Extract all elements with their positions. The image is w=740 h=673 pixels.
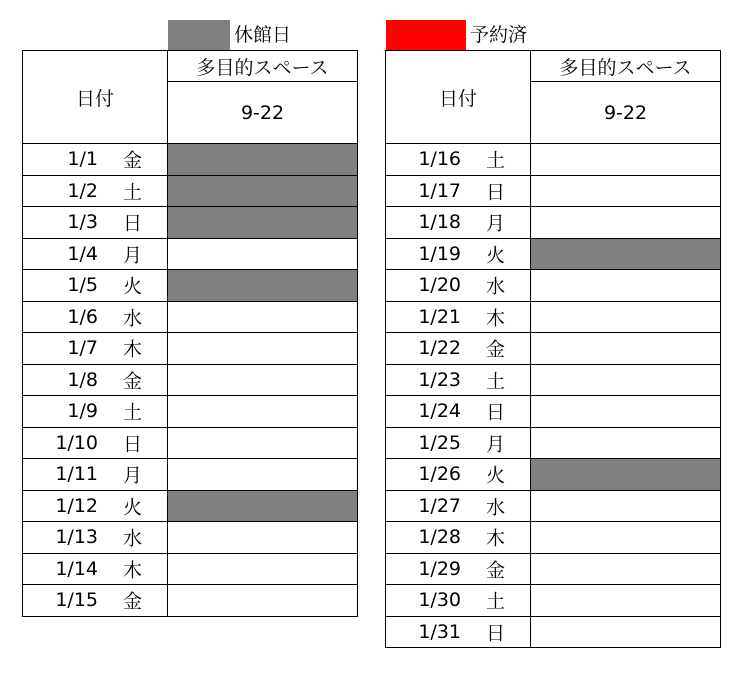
slot-cell-available[interactable] [531,585,721,617]
weekday-text: 土 [123,181,143,204]
weekday-text: 水 [123,307,143,330]
weekday-text: 木 [486,307,506,330]
date-text: 1/8 [67,368,98,391]
slot-cell-available[interactable] [168,238,358,270]
date-cell [386,585,531,617]
slot-cell-closed[interactable] [168,175,358,207]
date-text: 1/1 [67,148,98,171]
date-cell [386,522,531,554]
date-text: 1/18 [418,211,461,234]
date-cell [23,301,168,333]
date-text: 1/5 [67,274,98,297]
table-row [23,490,358,522]
date-cell [386,616,531,648]
date-cell [23,364,168,396]
slot-cell-closed[interactable] [168,144,358,176]
table-row [23,301,358,333]
slot-cell-available[interactable] [168,364,358,396]
slot-cell-available[interactable] [168,459,358,491]
weekday-text: 金 [486,338,506,361]
date-text: 1/25 [418,431,461,454]
table-row [386,522,721,554]
date-text: 1/23 [418,368,461,391]
date-cell [386,238,531,270]
weekday-text: 水 [486,275,506,298]
slot-cell-available[interactable] [531,175,721,207]
date-cell [386,459,531,491]
date-cell [386,553,531,585]
weekday-text: 金 [123,590,143,613]
table-row [23,364,358,396]
reservation-table-left [22,50,358,617]
date-text: 1/26 [418,463,461,486]
slot-cell-available[interactable] [531,364,721,396]
table-row [23,522,358,554]
table-row [386,553,721,585]
weekday-text: 土 [486,149,506,172]
slot-cell-available[interactable] [531,207,721,239]
legend-booked-swatch [386,20,466,50]
date-text: 1/3 [67,211,98,234]
weekday-text: 火 [486,244,506,267]
slot-cell-available[interactable] [531,427,721,459]
date-cell [23,396,168,428]
slot-cell-closed[interactable] [168,207,358,239]
table-row [386,175,721,207]
legend-closed-label: 休館日 [234,24,292,46]
reservation-table-right [385,50,721,648]
date-text: 1/30 [418,589,461,612]
date-cell [386,490,531,522]
table-row [23,427,358,459]
date-header: 日付 [23,51,168,144]
table-row [386,301,721,333]
table-row [386,585,721,617]
date-text: 1/15 [55,589,98,612]
date-cell [23,333,168,365]
legend-booked-label: 予約済 [470,24,528,46]
space-header: 多目的スペース [168,51,358,82]
weekday-text: 土 [486,590,506,613]
date-text: 1/11 [55,463,98,486]
date-text: 1/16 [418,148,461,171]
table-row [23,553,358,585]
slot-cell-available[interactable] [168,333,358,365]
date-cell [23,459,168,491]
weekday-text: 月 [123,244,143,267]
date-text: 1/19 [418,242,461,265]
table-row [386,396,721,428]
date-cell [386,270,531,302]
date-header: 日付 [386,51,531,144]
weekday-text: 日 [123,212,143,235]
weekday-text: 火 [123,275,143,298]
weekday-text: 日 [486,181,506,204]
slot-cell-available[interactable] [531,522,721,554]
date-cell [386,364,531,396]
date-text: 1/13 [55,526,98,549]
table-row [386,238,721,270]
date-text: 1/4 [67,242,98,265]
date-cell [23,585,168,617]
weekday-text: 土 [486,370,506,393]
table-row [386,270,721,302]
weekday-text: 木 [486,527,506,550]
time-slot-header: 9-22 [168,82,358,144]
date-cell [386,144,531,176]
date-cell [386,427,531,459]
weekday-text: 土 [123,401,143,424]
date-cell [23,270,168,302]
slot-cell-available[interactable] [168,585,358,617]
weekday-text: 金 [123,149,143,172]
weekday-text: 水 [123,527,143,550]
weekday-text: 月 [486,433,506,456]
table-row [386,207,721,239]
table-row [23,270,358,302]
date-cell [23,522,168,554]
slot-cell-available[interactable] [531,333,721,365]
date-cell [23,144,168,176]
table-row [23,238,358,270]
date-text: 1/31 [418,620,461,643]
date-cell [23,175,168,207]
table-row [386,144,721,176]
date-text: 1/21 [418,305,461,328]
slot-cell-available[interactable] [531,301,721,333]
slot-cell-available[interactable] [531,553,721,585]
time-slot-header: 9-22 [531,82,721,144]
date-cell [23,553,168,585]
date-cell [386,175,531,207]
table-row [23,459,358,491]
slot-cell-closed[interactable] [531,459,721,491]
table-row [386,364,721,396]
table-row [386,459,721,491]
table-row [386,490,721,522]
slot-cell-available[interactable] [168,301,358,333]
date-cell [386,396,531,428]
weekday-text: 木 [123,559,143,582]
slot-cell-available[interactable] [168,396,358,428]
slot-cell-available[interactable] [531,616,721,648]
weekday-text: 金 [486,559,506,582]
date-text: 1/14 [55,557,98,580]
table-row [23,333,358,365]
slot-cell-available[interactable] [531,270,721,302]
table-row [23,585,358,617]
date-text: 1/27 [418,494,461,517]
weekday-text: 日 [486,401,506,424]
date-cell [23,207,168,239]
date-text: 1/20 [418,274,461,297]
date-cell [23,238,168,270]
date-text: 1/7 [67,337,98,360]
legend-closed-swatch [168,20,230,50]
table-row [23,144,358,176]
space-header: 多目的スペース [531,51,721,82]
date-text: 1/29 [418,557,461,580]
slot-cell-available[interactable] [168,427,358,459]
weekday-text: 月 [123,464,143,487]
slot-cell-available[interactable] [531,490,721,522]
date-cell [386,207,531,239]
date-text: 1/17 [418,179,461,202]
table-row [386,616,721,648]
date-text: 1/10 [55,431,98,454]
weekday-text: 水 [486,496,506,519]
date-cell [23,490,168,522]
date-text: 1/12 [55,494,98,517]
weekday-text: 火 [486,464,506,487]
slot-cell-closed[interactable] [168,270,358,302]
date-cell [23,427,168,459]
weekday-text: 火 [123,496,143,519]
weekday-text: 日 [123,433,143,456]
date-text: 1/9 [67,400,98,423]
weekday-text: 金 [123,370,143,393]
date-text: 1/6 [67,305,98,328]
slot-cell-closed[interactable] [168,490,358,522]
weekday-text: 木 [123,338,143,361]
date-text: 1/28 [418,526,461,549]
date-text: 1/22 [418,337,461,360]
slot-cell-available[interactable] [531,144,721,176]
slot-cell-available[interactable] [531,396,721,428]
weekday-text: 日 [486,622,506,645]
slot-cell-available[interactable] [168,522,358,554]
table-row [386,333,721,365]
table-row [23,207,358,239]
table-row [23,175,358,207]
table-row [386,427,721,459]
slot-cell-closed[interactable] [531,238,721,270]
date-text: 1/24 [418,400,461,423]
date-cell [386,301,531,333]
slot-cell-available[interactable] [168,553,358,585]
weekday-text: 月 [486,212,506,235]
table-row [23,396,358,428]
date-cell [386,333,531,365]
date-text: 1/2 [67,179,98,202]
